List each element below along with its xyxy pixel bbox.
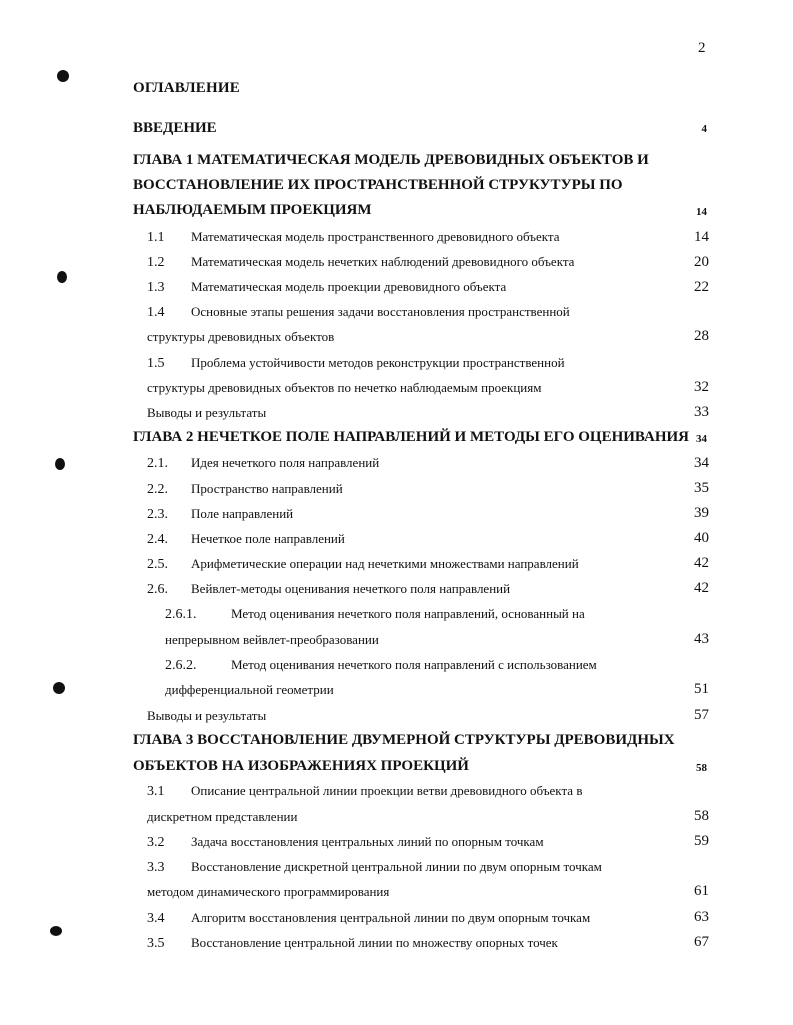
toc-chapter-2-conclusions[interactable]: Выводы и результаты [147,708,267,723]
section-title: Вейвлет-методы оценивания нечеткого поля направлений [191,581,511,596]
toc-chapter-2-page: 34 [696,433,707,445]
section-title: Описание центральной линии проекции ветви древовидного объекта в [191,783,583,798]
section-number: 2.2. [147,482,168,497]
toc-section-1-2-page: 20 [694,254,709,270]
toc-section-2-5[interactable] [147,556,579,573]
toc-chapter-1-conclusions-page: 33 [694,404,709,420]
section-number: 2.6.2. [165,658,197,673]
toc-section-3-5-page: 67 [694,934,709,950]
toc-section-2-6-page: 42 [694,580,709,596]
section-title: Алгоритм восстановления центральной линии по двум опорным точкам [191,910,591,925]
scan-mark [57,271,67,283]
section-number: 2.4. [147,532,168,547]
toc-section-3-4-page: 63 [694,909,709,925]
toc-section-2-4[interactable] [147,531,345,548]
section-number: 1.4 [147,305,165,320]
scan-mark [55,458,65,470]
toc-section-1-3[interactable] [147,279,506,296]
toc-chapter-3-line-2[interactable]: ОБЪЕКТОВ НА ИЗОБРАЖЕНИЯХ ПРОЕКЦИЙ [133,758,469,774]
toc-chapter-3-page: 58 [696,762,707,774]
toc-section-2-3[interactable] [147,506,293,523]
toc-section-2-4-page: 40 [694,530,709,546]
toc-section-2-5-page: 42 [694,555,709,571]
toc-section-1-1[interactable] [147,229,560,246]
toc-chapter-2-conclusions-page: 57 [694,707,709,723]
section-number: 2.5. [147,557,168,572]
page-number: 2 [698,40,706,56]
section-number: 1.2 [147,255,165,270]
toc-section-1-2[interactable] [147,254,574,271]
section-title: Основные этапы решения задачи восстановления пространственной [191,304,570,319]
section-title: Восстановление дискретной центральной линии по двум опорным точкам [191,859,602,874]
toc-section-2-1-page: 34 [694,455,709,471]
scan-mark [50,926,62,936]
toc-section-3-5[interactable] [147,935,558,952]
toc-section-2-1[interactable] [147,455,379,472]
toc-section-1-5-cont[interactable]: структуры древовидных объектов по нечетко наблюдаемым проекциям [147,380,542,395]
toc-chapter-2[interactable]: ГЛАВА 2 НЕЧЕТКОЕ ПОЛЕ НАПРАВЛЕНИЙ И МЕТОДЫ ЕГО ОЦЕНИВАНИЯ [133,429,689,445]
section-number: 3.1 [147,784,165,799]
section-title: Проблема устойчивости методов реконструкции пространственной [191,355,565,370]
toc-section-3-2[interactable] [147,834,544,851]
toc-section-1-4-page: 28 [694,328,709,344]
toc-section-3-1[interactable] [147,783,582,800]
section-number: 2.6.1. [165,607,197,622]
toc-section-3-3-page: 61 [694,883,709,899]
section-number: 3.4 [147,911,165,926]
toc-section-2-6[interactable] [147,581,510,598]
toc-section-2-6-2[interactable] [165,657,597,674]
toc-section-3-2-page: 59 [694,833,709,849]
section-number: 3.3 [147,860,165,875]
section-title: Математическая модель нечетких наблюдений древовидного объекта [191,254,575,269]
toc-section-3-3[interactable] [147,859,602,876]
section-number: 1.5 [147,356,165,371]
toc-section-2-6-1-cont[interactable]: непрерывном вейвлет-преобразовании [165,632,379,647]
section-number: 2.6. [147,582,168,597]
toc-section-3-1-cont[interactable]: дискретном представлении [147,809,298,824]
section-title: Идея нечеткого поля направлений [191,455,380,470]
toc-intro-page: 4 [701,123,707,135]
section-title: Математическая модель проекции древовидного объекта [191,279,507,294]
toc-section-1-3-page: 22 [694,279,709,295]
section-number: 3.5 [147,936,165,951]
toc-chapter-1-line-1[interactable]: ГЛАВА 1 МАТЕМАТИЧЕСКАЯ МОДЕЛЬ ДРЕВОВИДНЫХ ОБЪЕКТОВ И [133,152,649,168]
toc-section-1-5-page: 32 [694,379,709,395]
section-title: Математическая модель пространственного древовидного объекта [191,229,560,244]
section-title: Пространство направлений [191,481,343,496]
toc-section-3-1-page: 58 [694,808,709,824]
toc-intro[interactable] [133,120,217,137]
toc-chapter-1-line-3[interactable]: НАБЛЮДАЕМЫМ ПРОЕКЦИЯМ [133,202,372,218]
toc-section-1-1-page: 14 [694,229,709,245]
toc-chapter-1-page: 14 [696,206,707,218]
section-title: Нечеткое поле направлений [191,531,345,546]
section-title: Метод оценивания нечеткого поля направлений с использованием [231,657,597,672]
toc-chapter-1-line-2[interactable]: ВОССТАНОВЛЕНИЕ ИХ ПРОСТРАНСТВЕННОЙ СТРУКУТУРЫ ПО [133,177,623,193]
toc-section-2-3-page: 39 [694,505,709,521]
section-title: Поле направлений [191,506,294,521]
section-number: 1.3 [147,280,165,295]
section-number: 2.3. [147,507,168,522]
toc-section-3-3-cont[interactable]: методом динамического программирования [147,884,390,899]
toc-chapter-1-conclusions[interactable]: Выводы и результаты [147,405,267,420]
section-number: 1.1 [147,230,165,245]
section-title: Задача восстановления центральных линий по опорным точкам [191,834,544,849]
toc-section-2-2[interactable] [147,481,343,498]
toc-section-2-6-2-page: 51 [694,681,709,697]
toc-section-2-2-page: 35 [694,480,709,496]
toc-chapter-3-line-1[interactable]: ГЛАВА 3 ВОССТАНОВЛЕНИЕ ДВУМЕРНОЙ СТРУКТУРЫ ДРЕВОВИДНЫХ [133,732,675,748]
toc-section-3-4[interactable] [147,910,590,927]
toc-section-2-6-1[interactable] [165,606,585,623]
scan-mark [53,682,65,694]
section-title: Арифметические операции над нечеткими множествами направлений [191,556,579,571]
section-number: 2.1. [147,456,168,471]
toc-section-2-6-2-cont[interactable]: дифференциальной геометрии [165,682,334,697]
section-title: Восстановление центральной линии по множеству опорных точек [191,935,558,950]
section-number: 3.2 [147,835,165,850]
toc-intro-label: ВВЕДЕНИЕ [133,120,217,136]
toc-section-2-6-1-page: 43 [694,631,709,647]
scan-mark [57,70,69,82]
section-title: Метод оценивания нечеткого поля направлений, основанный на [231,606,585,621]
toc-section-1-4[interactable] [147,304,570,321]
toc-section-1-5[interactable] [147,355,565,372]
toc-section-1-4-cont[interactable]: структуры древовидных объектов [147,329,335,344]
page-title: ОГЛАВЛЕНИЕ [133,80,240,96]
